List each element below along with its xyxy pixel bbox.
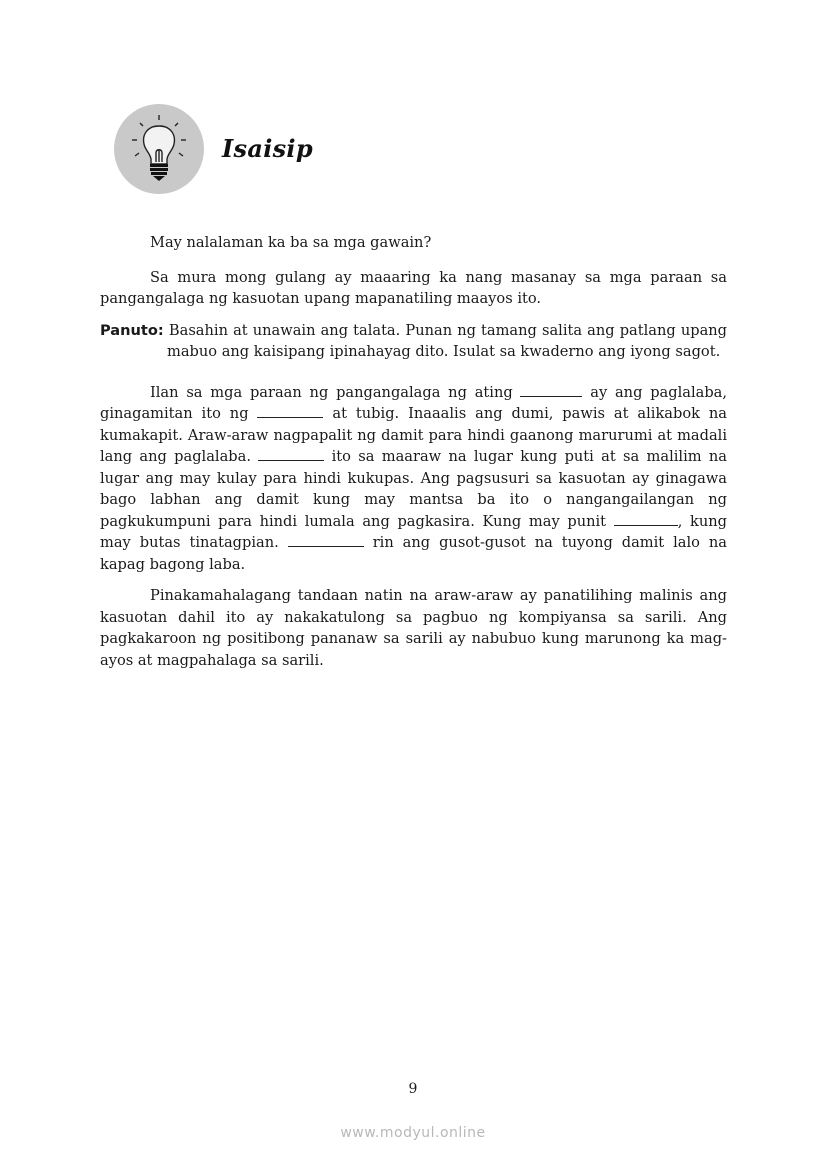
passage-text: ay ang paglalaba, ginagamitan ito ng — [100, 383, 728, 422]
intro-question: May nalalaman ka ba sa mga gawain? — [150, 234, 432, 251]
passage-text: , kung may butas tinatagpian. — [100, 512, 727, 551]
answer-blank-5[interactable] — [288, 532, 364, 547]
lesson-body — [100, 232, 727, 681]
passage-text: ito sa maaraw na lugar kung puti at sa malilim na lugar ang may kulay para hindi kukupas. Ang pagsusuri sa kasuotan ay ginagawa bago labhan ang damit kung may mantsa ba ito o nangangailangan ng pagkukumpuni para hindi lumala ang pagkasira. Kung may punit — [100, 448, 727, 530]
directions-label: Panuto: — [100, 321, 164, 339]
answer-blank-3[interactable] — [258, 446, 324, 461]
passage-text: rin ang gusot-gusot na tuyong damit lalo na kapag bagong laba. — [100, 534, 727, 573]
directions-text: Basahin at unawain ang talata. Punan ng tamang salita ang patlang upang mabuo ang kaisipang ipinahayag dito. Isulat sa kwaderno ang iyong sagot. — [167, 321, 728, 360]
answer-blank-1[interactable] — [520, 382, 582, 397]
answer-blank-4[interactable] — [614, 511, 678, 526]
passage-text: Ilan sa mga paraan ng pangangalaga ng ating — [150, 383, 513, 401]
directions — [100, 320, 727, 363]
closing-paragraph: Pinakamahalagang tandaan natin na araw-araw ay panatilihing malinis ang kasuotan dahil ito ay nakakatulong sa pagbuo ng kompiyansa sa sarili. Ang pagkakaroon ng positibong pananaw sa sarili ay nabubuo kung marunong ka mag-ayos at magpahalaga sa sarili. — [100, 587, 727, 669]
intro-paragraph: Sa mura mong gulang ay maaaring ka nang masanay sa mga paraan sa pangangalaga ng kasuotan upang mapanatiling maayos ito. — [100, 268, 727, 307]
section-title: Isaisip — [222, 134, 313, 163]
fill-in-passage — [100, 382, 727, 576]
passage-text: at tubig. Inaaalis ang dumi, pawis at alikabok na kumakapit. Araw-araw nagpapalit ng damit para hindi gaanong marurumi at madali lang ang paglalaba. — [100, 405, 727, 465]
answer-blank-2[interactable] — [257, 403, 323, 418]
watermark: www.modyul.online — [340, 1125, 486, 1141]
page-number: 9 — [408, 1081, 418, 1097]
lightbulb-icon — [114, 104, 204, 194]
